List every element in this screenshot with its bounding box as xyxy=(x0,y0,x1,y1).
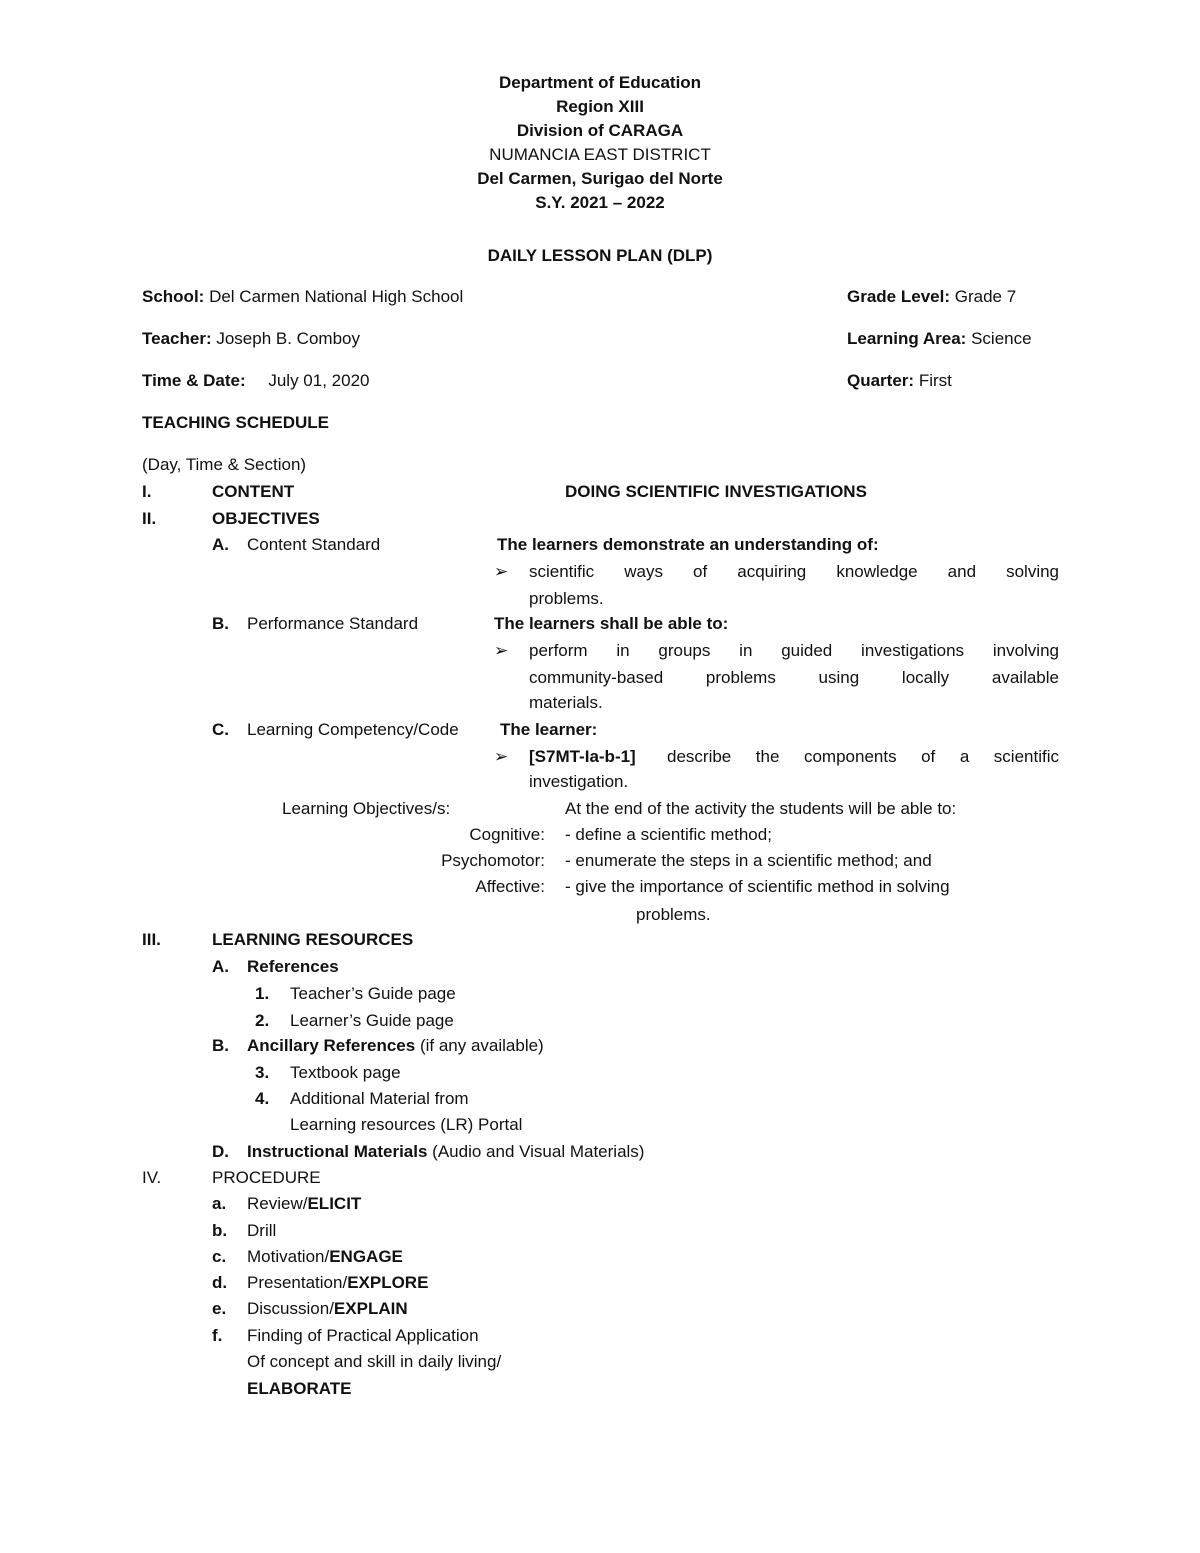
ref1-num: 1. xyxy=(255,984,270,1003)
procedure-f-line2: Of concept and skill in daily living/ xyxy=(247,1352,502,1371)
header-district: NUMANCIA EAST DISTRICT xyxy=(489,145,711,164)
competency-line1: describe the components of a scientific xyxy=(667,747,1059,766)
procedure-item-text: Discussion/ xyxy=(247,1299,334,1318)
arrow-bullet-icon: ➢ xyxy=(494,747,509,766)
procedure-item-text: Motivation/ xyxy=(247,1247,330,1266)
time-label: Time & Date: xyxy=(142,371,246,390)
school-value: Del Carmen National High School xyxy=(209,287,464,306)
procedure-letter: d. xyxy=(212,1273,228,1292)
area-label: Learning Area: xyxy=(847,329,967,348)
performance-standard-letter: B. xyxy=(212,614,229,633)
cognitive-value: - define a scientific method; xyxy=(565,825,772,844)
procedure-letter: e. xyxy=(212,1299,227,1318)
quarter-label: Quarter: xyxy=(847,371,915,390)
schedule-label: TEACHING SCHEDULE xyxy=(142,413,330,432)
affective-label: Affective: xyxy=(475,877,545,896)
content-standard-letter: A. xyxy=(212,535,229,554)
ancillary-note: (if any available) xyxy=(419,1036,544,1055)
teacher-value: Joseph B. Comboy xyxy=(216,329,360,348)
procedure-item xyxy=(247,1246,403,1268)
resources-num: III. xyxy=(142,930,161,949)
references-letter: A. xyxy=(212,957,229,976)
quarter-value: First xyxy=(918,371,952,390)
procedure-item-bold: EXPLAIN xyxy=(333,1299,408,1318)
arrow-bullet-icon: ➢ xyxy=(494,641,509,660)
ref2-text: Learner’s Guide page xyxy=(290,1011,454,1030)
procedure-f-line3: ELABORATE xyxy=(247,1379,352,1398)
performance-standard-head: The learners shall be able to: xyxy=(494,614,729,633)
cognitive-label: Cognitive: xyxy=(469,825,545,844)
ref3-text: Textbook page xyxy=(290,1063,401,1082)
content-standard-head: The learners demonstrate an understanding of: xyxy=(497,535,879,554)
instructional-note: (Audio and Visual Materials) xyxy=(432,1142,645,1161)
performance-standard-line2: community-based problems using locally available xyxy=(529,668,1059,687)
page-title: DAILY LESSON PLAN (DLP) xyxy=(487,246,713,265)
ancillary-row xyxy=(247,1035,544,1057)
header-region: Region XIII xyxy=(556,97,644,116)
ref2-num: 2. xyxy=(255,1011,270,1030)
quarter-row xyxy=(847,370,952,392)
header-location: Del Carmen, Surigao del Norte xyxy=(477,169,723,188)
instructional-row xyxy=(247,1141,644,1163)
procedure-letter: f. xyxy=(212,1326,223,1345)
procedure-item xyxy=(247,1193,361,1215)
header-department: Department of Education xyxy=(498,73,702,92)
ref4-num: 4. xyxy=(255,1089,270,1108)
procedure-item xyxy=(247,1298,408,1320)
header-division: Division of CARAGA xyxy=(516,121,684,140)
content-value: DOING SCIENTIFIC INVESTIGATIONS xyxy=(565,482,867,501)
learning-objectives-label: Learning Objectives/s: xyxy=(282,799,451,818)
grade-value: Grade 7 xyxy=(954,287,1017,306)
ancillary-label: Ancillary References xyxy=(247,1036,416,1055)
procedure-item-text: Drill xyxy=(247,1221,277,1240)
procedure-item-text: Review/ xyxy=(247,1194,308,1213)
procedure-item xyxy=(247,1220,276,1242)
schedule-note: (Day, Time & Section) xyxy=(142,455,307,474)
procedure-letter: a. xyxy=(212,1194,227,1213)
procedure-label: PROCEDURE xyxy=(212,1168,321,1187)
content-num: I. xyxy=(142,482,152,501)
ref1-text: Teacher’s Guide page xyxy=(290,984,456,1003)
competency-letter: C. xyxy=(212,720,229,739)
teacher-row xyxy=(142,328,360,350)
procedure-item xyxy=(247,1325,479,1347)
ancillary-letter: B. xyxy=(212,1036,229,1055)
performance-standard-line1: perform in groups in guided investigations involving xyxy=(529,641,1059,660)
affective-value: - give the importance of scientific method in solving xyxy=(565,877,950,896)
procedure-item-text: Presentation/ xyxy=(247,1273,348,1292)
content-label: CONTENT xyxy=(212,482,295,501)
procedure-letter: b. xyxy=(212,1221,228,1240)
procedure-item-bold: ELICIT xyxy=(307,1194,362,1213)
resources-label: LEARNING RESOURCES xyxy=(212,930,414,949)
grade-label: Grade Level: xyxy=(847,287,950,306)
instructional-label: Instructional Materials xyxy=(247,1142,428,1161)
procedure-item xyxy=(247,1272,428,1294)
objectives-label: OBJECTIVES xyxy=(212,509,320,528)
procedure-letter: c. xyxy=(212,1247,227,1266)
school-label: School: xyxy=(142,287,205,306)
competency-head: The learner: xyxy=(500,720,598,739)
references-label: References xyxy=(247,957,339,976)
teacher-label: Teacher: xyxy=(142,329,212,348)
arrow-bullet-icon: ➢ xyxy=(494,562,509,581)
performance-standard-label: Performance Standard xyxy=(247,614,419,633)
competency-line2: investigation. xyxy=(529,772,629,791)
grade-row xyxy=(847,286,1016,308)
competency-code: [S7MT-Ia-b-1] xyxy=(529,747,636,766)
area-value: Science xyxy=(971,329,1032,348)
header-school-year: S.Y. 2021 – 2022 xyxy=(535,193,665,212)
instructional-letter: D. xyxy=(212,1142,229,1161)
content-standard-line2: problems. xyxy=(529,589,604,608)
procedure-item-bold: EXPLORE xyxy=(347,1273,429,1292)
time-row xyxy=(142,370,369,392)
area-row xyxy=(847,328,1032,350)
psychomotor-value: - enumerate the steps in a scientific method; and xyxy=(565,851,932,870)
ref4-text-2: Learning resources (LR) Portal xyxy=(290,1115,523,1134)
performance-standard-line3: materials. xyxy=(529,693,603,712)
learning-objectives-head: At the end of the activity the students will be able to: xyxy=(565,799,957,818)
time-value: July 01, 2020 xyxy=(268,371,370,390)
ref4-text: Additional Material from xyxy=(290,1089,469,1108)
content-standard-line1: scientific ways of acquiring knowledge and solving xyxy=(529,562,1059,581)
procedure-item-text: Finding of Practical Application xyxy=(247,1326,479,1345)
ref3-num: 3. xyxy=(255,1063,270,1082)
affective-value-2: problems. xyxy=(636,905,711,924)
procedure-num: IV. xyxy=(142,1168,162,1187)
objectives-num: II. xyxy=(142,509,157,528)
content-standard-label: Content Standard xyxy=(247,535,381,554)
psychomotor-label: Psychomotor: xyxy=(441,851,545,870)
school-row xyxy=(142,286,463,308)
procedure-item-bold: ENGAGE xyxy=(329,1247,403,1266)
competency-label: Learning Competency/Code xyxy=(247,720,459,739)
